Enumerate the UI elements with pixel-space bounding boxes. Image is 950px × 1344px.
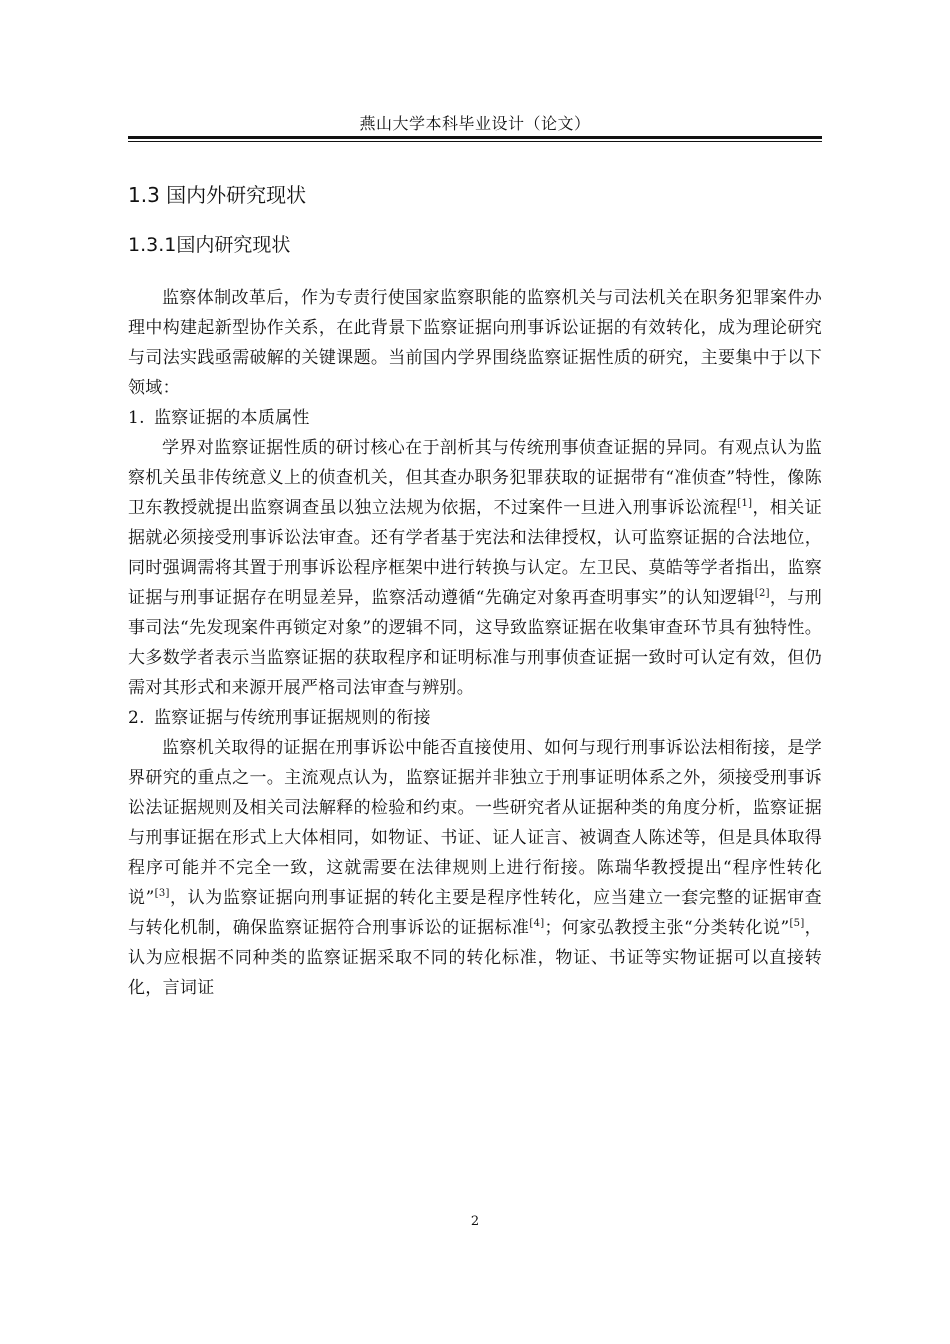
list-item-1 [128,403,822,433]
body-text [128,283,822,1003]
section-heading: 1.3 国内外研究现状 [128,183,307,207]
paragraph-2 [128,733,822,1003]
header-rule-thick [128,136,822,139]
running-header-title: 燕山大学本科毕业设计（论文） [359,114,591,133]
intro-paragraph: 监察体制改革后，作为专责行使国家监察职能的监察机关与司法机关在职务犯罪案件办理中构建起新型协作关系，在此背景下监察证据向刑事诉讼证据的有效转化，成为理论研究与司法实践亟需破解的关键课题。当前国内学界围绕监察证据性质的研究，主要集中于以下领域： [128,288,822,398]
citation-2: [2] [754,588,770,599]
citation-3: [3] [154,888,170,899]
paragraph-2-text-b: ，认为监察证据向刑事证据的转化主要是程序性转化，应当建立一套完整的证据审查与转化机制，确保监察证据符合刑事诉讼的证据标准 [128,888,822,938]
list-item-1-number: 1. [128,408,145,428]
paragraph-1-text-a: 学界对监察证据性质的研讨核心在于剖析其与传统刑事侦查证据的异同。有观点认为监察机关虽非传统意义上的侦查机关，但其查办职务犯罪获取的证据带有“准侦查”特性，像陈卫东教授就提出监察调查虽以独立法规为依据，不过案件一旦进入刑事诉讼流程 [128,438,822,518]
paragraph-1-text-b: ，相关证据就必须接受刑事诉讼法审查。还有学者基于宪法和法律授权，认可监察证据的合法地位，同时强调需将其置于刑事诉讼程序框架中进行转换与认定。左卫民、莫皓等学者指出，监察证据与刑事证据存在明显差异，监察活动遵循“先确定对象再查明事实”的认知逻辑 [128,498,823,608]
list-item-2-title: 监察证据与传统刑事证据规则的衔接 [154,708,431,728]
header-rule-thin [128,141,822,142]
paragraph-1 [128,433,822,703]
paragraph-1-text-c: ，与刑事司法“先发现案件再锁定对象”的逻辑不同，这导致监察证据在收集审查环节具有独特性。大多数学者表示当监察证据的获取程序和证明标准与刑事侦查证据一致时可认定有效，但仍需对其形式和来源开展严格司法审查与辨别。 [128,588,822,698]
paragraph-2-text-a: 监察机关取得的证据在刑事诉讼中能否直接使用、如何与现行刑事诉讼法相衔接，是学界研究的重点之一。主流观点认为，监察证据并非独立于刑事证明体系之外，须接受刑事诉讼法证据规则及相关司法解释的检验和约束。一些研究者从证据种类的角度分析，监察证据与刑事证据在形式上大体相同，如物证、书证、证人证言、被调查人陈述等，但是具体取得程序可能并不完全一致，这就需要在法律规则上进行衔接。陈瑞华教授提出“程序性转化说” [128,738,822,908]
list-item-2-number: 2. [128,708,145,728]
paragraph-2-text-c: ；何家弘教授主张“分类转化说” [544,918,790,938]
subsection-heading: 1.3.1国内研究现状 [128,234,291,256]
citation-1: [1] [737,498,753,509]
list-item-1-title: 监察证据的本质属性 [154,408,310,428]
page-number: 2 [470,1214,480,1229]
paragraph-2-text-d: ，认为应根据不同种类的监察证据采取不同的转化标准，物证、书证等实物证据可以直接转化，言词证 [128,918,822,998]
citation-5: [5] [789,918,805,929]
list-item-2 [128,703,822,733]
citation-4: [4] [529,918,545,929]
